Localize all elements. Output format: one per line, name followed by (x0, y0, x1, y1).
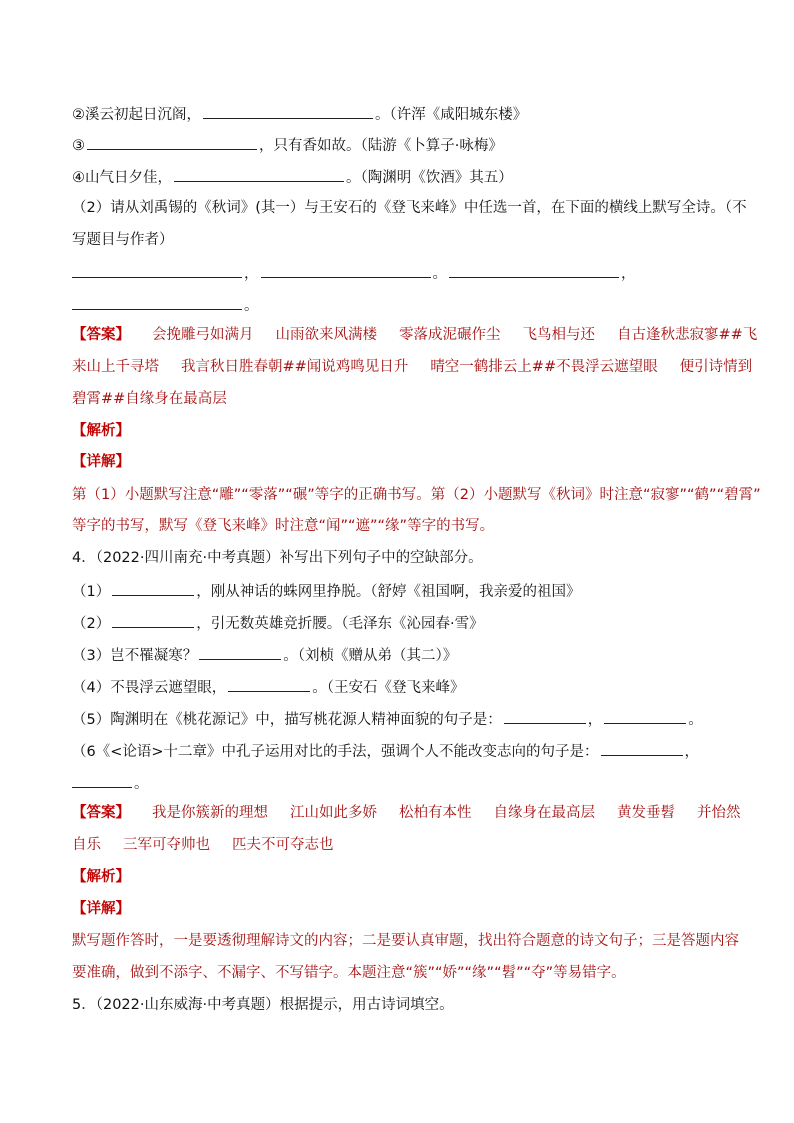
q3-answer-line-1: 【答案】 会挽雕弓如满月 山雨欲来风满楼 零落成泥碾作尘 飞鸟相与还 自古逢秋悲寂寥##飞 (72, 327, 758, 343)
answer-blank[interactable] (72, 294, 242, 310)
q3-line-2: ②溪云初起日沉阁， 。（许浑《咸阳城东楼》 (72, 103, 724, 125)
answer-blank[interactable] (112, 580, 194, 596)
analysis-label: 【解析】 (72, 869, 130, 885)
q4-answer-line-1: 【答案】 我是你簇新的理想 江山如此多娇 松柏有本性 自缘身在最高层 黄发垂髫 并怡然 (72, 805, 741, 821)
q3-answer-line-2: 来山上千寻塔 我言秋日胜春朝##闻说鸡鸣见日升 晴空一鹤排云上##不畏浮云遮望眼 便引诗情到 (72, 359, 753, 375)
answer-blank[interactable] (601, 740, 683, 756)
q3-line-4: ④山气日夕佳， 。（陶渊明《饮酒》其五） (72, 166, 724, 188)
answer-blank[interactable] (228, 676, 310, 692)
q3-part2-line1: （2）请从刘禹锡的《秋词》(其一）与王安石的《登飞来峰》中任选一首，在下面的横线上默写全诗。（不 (72, 200, 747, 216)
answer-blank[interactable] (449, 262, 619, 278)
q4-sentence-2: （2） ，引无数英雄竞折腰。（毛泽东《沁园春·雪》 (72, 612, 724, 634)
answer-label: 【答案】 (72, 327, 130, 343)
detail-label: 【详解】 (72, 901, 130, 917)
q3-line-3: ③ ，只有香如故。（陆游《卜算子·咏梅》 (72, 134, 724, 156)
q3-writing-line-1: ， 。 ， (72, 262, 724, 284)
answer-blank[interactable] (604, 708, 686, 724)
q4-sentence-6: （6《<论语>十二章》中孔子运用对比的手法，强调个人不能改变志向的句子是： ， (72, 740, 724, 762)
q4-sentence-4: （4）不畏浮云遮望眼， 。（王安石《登飞来峰》 (72, 676, 724, 698)
q4-detail-line-2: 要准确，做到不添字、不漏字、不写错字。本题注意“簇”“娇”“缘”“髫”“夺”等易错字。 (72, 965, 626, 981)
q4-sentence-5: （5）陶渊明在《桃花源记》中，描写桃花源人精神面貌的句子是： ， 。 (72, 708, 724, 730)
answer-blank[interactable] (504, 708, 586, 724)
answer-blank[interactable] (87, 134, 257, 150)
answer-blank[interactable] (199, 644, 281, 660)
answer-label: 【答案】 (72, 805, 130, 821)
q5-title: 5．（2022·山东威海·中考真题）根据提示，用古诗词填空。 (72, 997, 454, 1013)
detail-label: 【详解】 (72, 454, 130, 470)
q4-detail-line-1: 默写题作答时，一是要透彻理解诗文的内容；二是要认真审题，找出符合题意的诗文句子；三是答题内容 (72, 933, 739, 949)
q4-sentence-3: （3）岂不罹凝寒？ 。（刘桢《赠从弟（其二）》 (72, 644, 724, 666)
answer-blank[interactable] (261, 262, 431, 278)
q3-detail-line-1: 第（1）小题默写注意“雕”“零落”“碾”等字的正确书写。第（2）小题默写《秋词》时注意“寂寥”“鹤”“碧霄” (72, 487, 761, 503)
q3-writing-line-2: 。 (72, 294, 724, 316)
q4-title: 4．（2022·四川南充·中考真题）补写出下列句子中的空缺部分。 (72, 550, 483, 566)
answer-blank[interactable] (112, 612, 194, 628)
answer-blank[interactable] (72, 262, 242, 278)
answer-blank[interactable] (174, 166, 344, 182)
answer-blank[interactable] (203, 103, 373, 119)
answer-blank[interactable] (72, 772, 132, 788)
analysis-label: 【解析】 (72, 423, 130, 439)
q4-answer-line-2: 自乐 三军可夺帅也 匹夫不可夺志也 (72, 837, 334, 853)
q3-answer-line-3: 碧霄##自缘身在最高层 (72, 391, 227, 407)
q4-sentence-6-cont: 。 (72, 772, 724, 794)
q3-part2-line2: 写题目与作者） (72, 232, 174, 248)
q4-sentence-1: （1） ，刚从神话的蛛网里挣脱。（舒婷《祖国啊，我亲爱的祖国》 (72, 580, 724, 602)
q3-detail-line-2: 等字的书写，默写《登飞来峰》时注意“闻”“遮”“缘”等字的书写。 (72, 518, 495, 534)
